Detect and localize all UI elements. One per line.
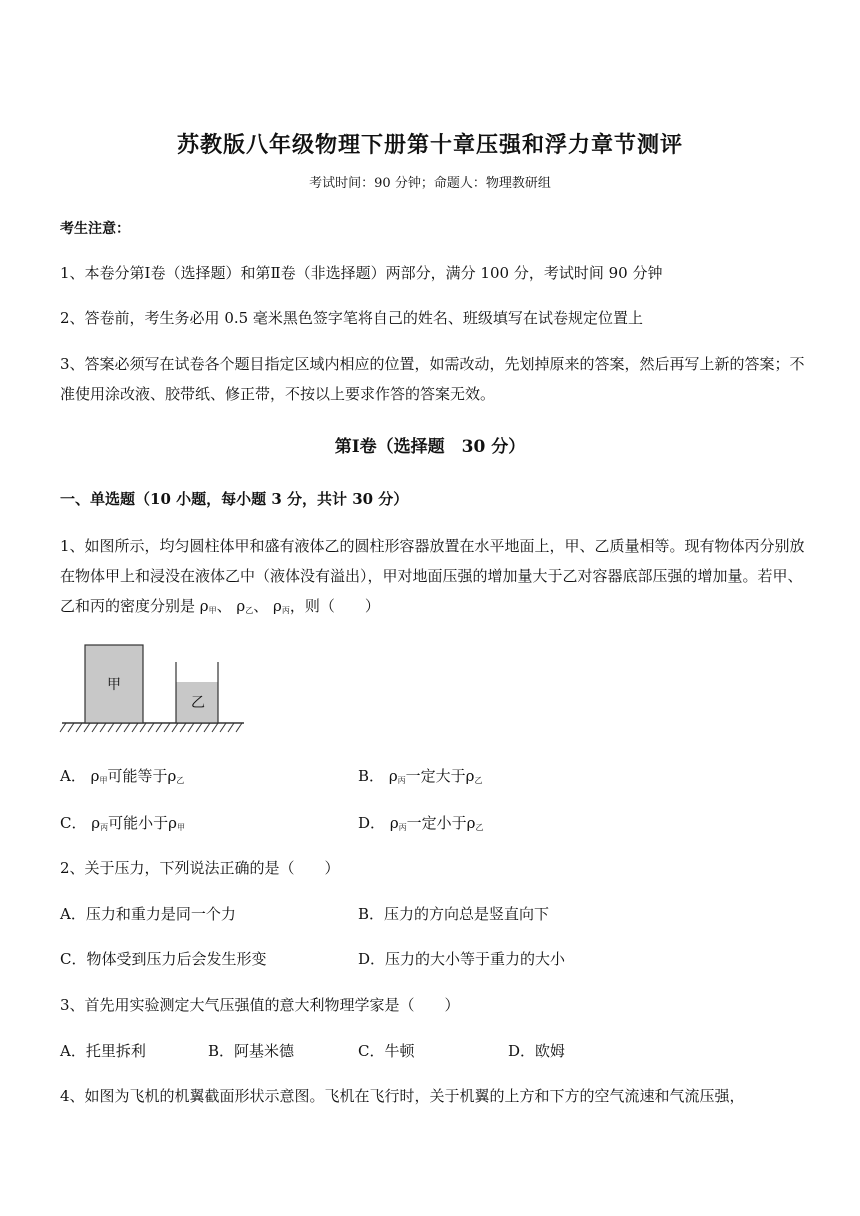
option-2d[interactable]: D．压力的大小等于重力的大小 — [358, 950, 566, 968]
rho-subscript: 丙 — [281, 606, 290, 615]
question-4-stem: 4、如图为飞机的机翼截面形状示意图。飞机在飞行时，关于机翼的上方和下方的空气流速和气流压强， — [60, 1087, 745, 1105]
option-2a[interactable]: A．压力和重力是同一个力 — [60, 905, 236, 923]
exam-info: 考试时间：90 分钟；命题人：物理教研组 — [309, 176, 551, 191]
rho-symbol: ρ — [465, 767, 475, 785]
notice-item-1: 1、本卷分第Ⅰ卷（选择题）和第Ⅱ卷（非选择题）两部分，满分 100 分，考试时间 90 分钟 — [60, 264, 663, 282]
rho-subscript: 甲 — [208, 606, 217, 615]
rho-symbol: ρ — [388, 767, 398, 785]
rho-subscript: 甲 — [176, 823, 185, 832]
question-3-stem: 3、首先用实验测定大气压强值的意大利物理学家是（ ） — [60, 996, 460, 1014]
question-1-figure — [58, 640, 248, 740]
notice-heading: 考生注意： — [60, 221, 130, 237]
option-3d[interactable]: D．欧姆 — [508, 1042, 566, 1060]
rho-symbol: ρ — [273, 597, 282, 615]
separator: 、 — [216, 597, 232, 615]
rho-symbol: ρ — [91, 814, 101, 832]
rho-subscript: 丙 — [398, 823, 407, 832]
option-text: 一定大于 — [405, 767, 466, 785]
option-1a[interactable] — [60, 765, 184, 786]
ground-hatching — [60, 723, 242, 732]
option-letter: D． — [358, 814, 386, 832]
option-letter: C． — [60, 814, 87, 832]
rho-symbol: ρ — [389, 814, 399, 832]
rho-subscript: 甲 — [99, 776, 108, 785]
rho-symbol: ρ — [199, 597, 209, 615]
option-3b[interactable]: B．阿基米德 — [208, 1042, 295, 1060]
section-title: 第Ⅰ卷（选择题 30 分） — [334, 437, 526, 457]
rho-subscript: 丙 — [397, 776, 406, 785]
notice-item-2: 2、答卷前，考生务必用 0.5 毫米黑色签字笔将自己的姓名、班级填写在试卷规定位置上 — [60, 309, 643, 327]
option-text: 可能小于 — [108, 814, 169, 832]
option-2c[interactable]: C．物体受到压力后会发生形变 — [60, 950, 267, 968]
rho-subscript: 乙 — [474, 776, 483, 785]
page-title: 苏教版八年级物理下册第十章压强和浮力章节测评 — [176, 132, 683, 158]
option-letter: A． — [60, 767, 86, 785]
part-heading: 一、单选题（10 小题，每小题 3 分，共计 30 分） — [60, 490, 409, 508]
label-yi: 乙 — [191, 695, 205, 711]
label-jia: 甲 — [107, 677, 121, 693]
separator: 、 — [253, 597, 269, 615]
rho-symbol: ρ — [466, 814, 476, 832]
rho-symbol: ρ — [167, 767, 177, 785]
option-1b[interactable] — [358, 765, 482, 786]
option-2b[interactable]: B．压力的方向总是竖直向下 — [358, 905, 550, 923]
question-1-text: 1、如图所示，均匀圆柱体甲和盛有液体乙的圆柱形容器放置在水平地面上，甲、乙质量相等。现有物体丙分别放在物体甲上和浸没在液体乙中（液体没有溢出），甲对地面压强的增加量大于乙对容器底部压强的增加量。若甲、乙和丙的密度分别是 — [60, 537, 805, 615]
rho-subscript: 丙 — [100, 823, 109, 832]
rho-subscript: 乙 — [176, 776, 185, 785]
rho-subscript: 乙 — [475, 823, 484, 832]
question-2-stem: 2、关于压力，下列说法正确的是（ ） — [60, 859, 340, 877]
option-3c[interactable]: C．牛顿 — [358, 1042, 415, 1060]
rho-subscript: 乙 — [245, 606, 254, 615]
option-3a[interactable]: A．托里拆利 — [60, 1042, 146, 1060]
option-1c[interactable] — [60, 812, 185, 833]
question-1-stem — [60, 531, 808, 626]
notice-item-3: 3、答案必须写在试卷各个题目指定区域内相应的位置，如需改动，先划掉原来的答案，然后再写上新的答案；不准使用涂改液、胶带纸、修正带，不按以上要求作答的答案无效。 — [60, 355, 805, 403]
option-1d[interactable] — [358, 812, 483, 833]
rho-symbol: ρ — [168, 814, 177, 832]
question-1-tail: ，则（ ） — [289, 597, 380, 615]
rho-symbol: ρ — [90, 767, 100, 785]
rho-symbol: ρ — [236, 597, 246, 615]
option-letter: B． — [358, 767, 385, 785]
option-text: 可能等于 — [107, 767, 168, 785]
option-text: 一定小于 — [406, 814, 467, 832]
